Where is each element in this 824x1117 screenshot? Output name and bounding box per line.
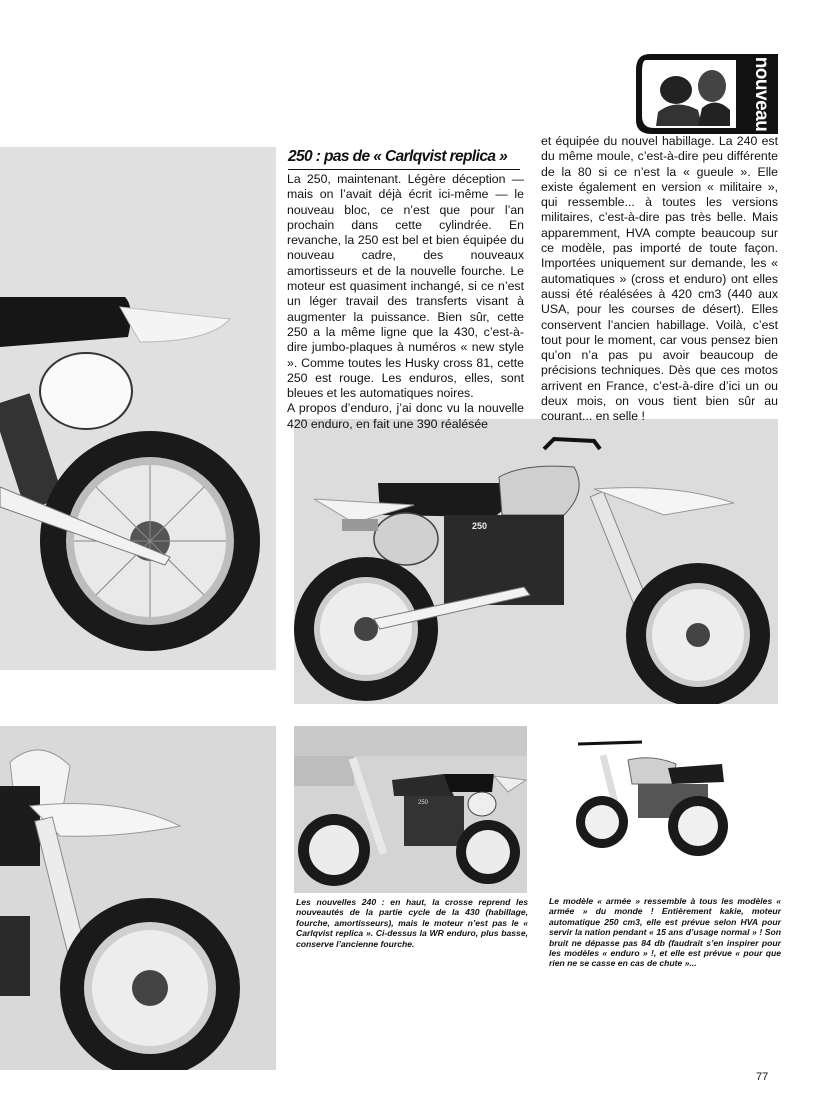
nouveau-logo-badge xyxy=(632,50,782,136)
photo-front-motorcycle xyxy=(0,726,276,1070)
article-paragraph: A propos d’enduro, j’ai donc vu la nouvelle 420 enduro, en fait une 390 réalésée xyxy=(287,401,524,431)
article-paragraph: La 250, maintenant. Légère déception — mais on l’avait déjà écrit ici-même — le nouveau bloc, ce n’est que pour l’an prochain dans cette cylindrée. En revanche, la 250 est bel et bien équipée du nouveau cadre, des nouveaux amortisseurs et de la nouvelle fourche. Le moteur est quasiment inchangé, si ce n’est un léger travail des transferts visant à augmenter la puissance. Bien sûr, cette 250 a la même ligne que la 430, c’est-à-dire jumbo-plaques à numéros « new style ». Comme toutes les Husky cross 81, cette 250 est rouge. Les enduros, elles, sont bleues et les automatiques noires. xyxy=(287,172,524,401)
article-column-1 xyxy=(287,172,524,432)
photo-rear-motorcycle xyxy=(0,147,276,670)
article-paragraph: et équipée du nouvel habillage. La 240 est du même moule, c’est-à-dire peu différente de la 80 si ce n’est la « gueule ». Elle existe également en version « militaire », qui ressemble... à toutes les versions militaires, c’est-à-dire pas très belle. Mais apparemment, HVA compte beaucoup sur ce modèle, pas importé de toute façon. Importées uniquement sur demande, les « automatiques » (cross et enduro) ont elles aussi été réalésées à 420 cm3 (440 aux USA, pour les courses de désert). Elles conservent l’ancien habillage. Voilà, c’est tout pour le moment, car vous pensez bien qu’on n’a pas pu avoir beaucoup de précisions techniques. Dès que ces motos arrivent en France, c’est-à-dire d’ici un ou deux mois, on vous tient bien sûr au courant... en selle ! xyxy=(541,134,778,424)
logo-text: nouveau xyxy=(751,56,772,132)
number-plate-label: 250 xyxy=(472,521,488,531)
caption-army-model: Le modèle « armée » ressemble à tous les modèles « armée » du monde ! Entièrement kakie, moteur automatique 250 cm3, elle est prévue selon HVA pour servir la nation pendant « 15 ans d’usage normal » ! Son bruit ne dépasse pas 84 db (faudrait s’en inspirer pour les modèles « enduro » !, et elle est prévue « pour que rien ne se casse en cas de chute »... xyxy=(549,896,781,969)
photo-husqvarna-240 xyxy=(294,726,527,893)
photo-husqvarna-army-model xyxy=(572,734,748,862)
caption-240-photos: Les nouvelles 240 : en haut, la crosse reprend les nouveautés de la partie cycle de la 430 (habillage, fourche, amortisseurs), mais le moteur n’est pas le « Carlqvist replica ». Ci-dessus la WR enduro, plus basse, conserve l’ancienne fourche. xyxy=(296,897,528,949)
small-number-plate-label: 250 xyxy=(418,800,429,806)
article-column-2 xyxy=(541,134,778,425)
page-number: 77 xyxy=(756,1071,769,1083)
photo-husqvarna-250-cross xyxy=(294,419,778,704)
article-title: 250 : pas de « Carlqvist replica » xyxy=(288,147,520,170)
